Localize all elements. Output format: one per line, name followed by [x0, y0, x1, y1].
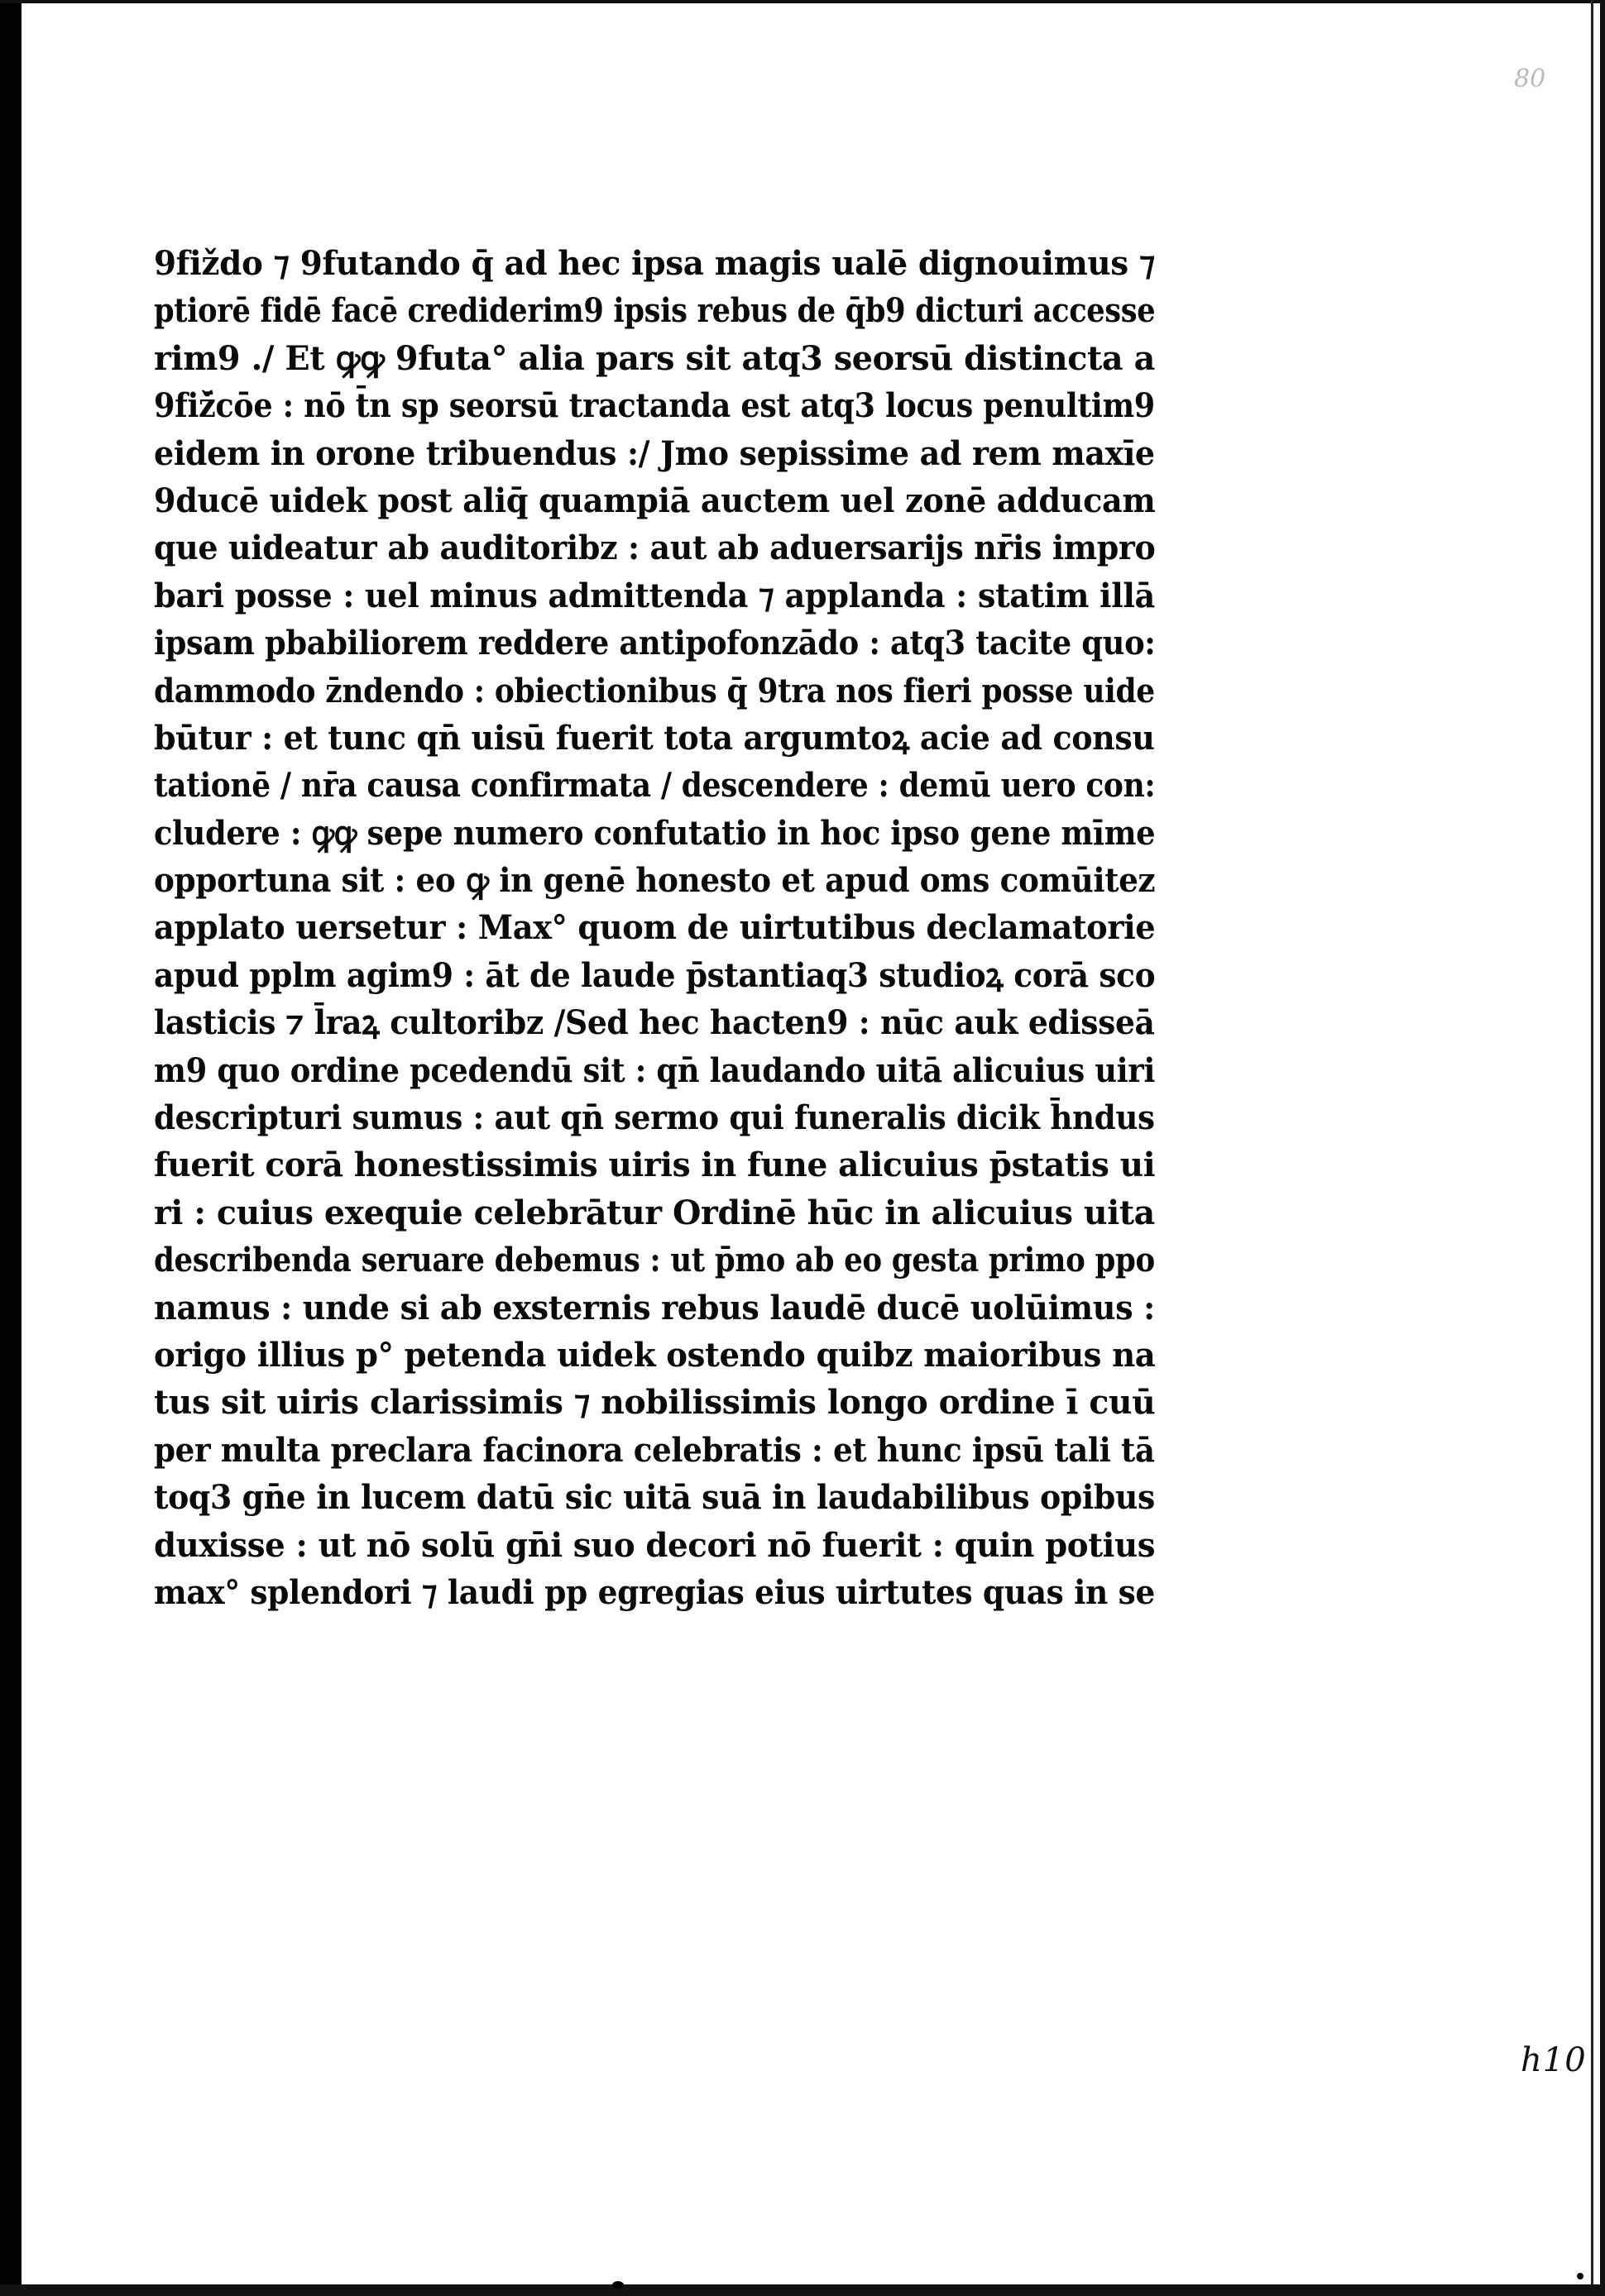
folio-number-top: 80	[1514, 65, 1546, 93]
scan-edge-left	[0, 0, 22, 2296]
text-line: būtur : et tunc qn̄ uisū fuerit tota argumtoꝝ acie ad consu	[154, 718, 1155, 758]
text-line: duxisse : ut nō solū gn̄i suo decori nō fuerit : quin potius	[154, 1525, 1156, 1565]
text-line: eidem in orone tribuendus :/ Jmo sepissime ad rem maxīe	[154, 433, 1155, 473]
text-line: origo illius p° petenda uidek ostendo quibz maioribus na	[154, 1335, 1156, 1375]
text-line: per multa preclara facinora celebratis : et hunc ipsū tali tā	[154, 1430, 1155, 1470]
text-line: ptiorē fidē facē crediderim9 ipsis rebus de q̄b9 dicturi accesse	[154, 291, 1156, 331]
text-line: rim9 ./ Et ꝙꝙ 9futa° alia pars sit atq3 seorsū distincta a	[154, 338, 1156, 378]
text-line: opportuna sit : eo ꝙ in genē honesto et apud oms comūitez	[154, 861, 1156, 901]
text-line: applato uersetur : Max° quom de uirtutibus declamatorie	[154, 908, 1156, 948]
scan-edge-right-inner	[1591, 0, 1593, 2296]
text-line: dammodo z̄ndendo : obiectionibus q̄ 9tra nos fieri posse uide	[154, 671, 1155, 710]
text-line: bari posse : uel minus admittenda ⁊ applanda : statim illā	[154, 576, 1155, 615]
scan-edge-bottom	[0, 2284, 1605, 2296]
text-line: toq3 gn̄e in lucem datū sic uitā suā in laudabilibus opibus	[154, 1478, 1155, 1518]
text-line: que uideatur ab auditoribz : aut ab aduersarijs nr̄is impro	[154, 529, 1156, 568]
scan-edge-top	[0, 0, 1605, 3]
text-block	[154, 240, 1155, 1616]
text-line: lasticis ⁊ l̄raꝝ cultoribz /Sed hec hacten9 : nūc auk edisseā	[154, 1003, 1155, 1043]
scan-edge-right	[1600, 0, 1605, 2296]
text-line: tus sit uiris clarissimis ⁊ nobilissimis longo ordine ī cuū	[154, 1383, 1156, 1423]
ink-speck	[612, 2281, 624, 2289]
text-line: ri : cuius exequie celebrātur Ordinē hūc in alicuius uita	[154, 1193, 1155, 1232]
text-line: namus : unde si ab exsternis rebus laudē ducē uolūimus :	[154, 1288, 1155, 1327]
text-line: apud pplm agim9 : āt de laude p̄stantiaq3 studioꝝ corā sco	[154, 955, 1156, 995]
text-line: describenda seruare debemus : ut p̄mo ab eo gesta primo ppo	[154, 1241, 1155, 1280]
text-line: ipsam pbabiliorem reddere antipofonzādo : atq3 tacite quo:	[154, 624, 1156, 663]
folio-annotation-side: h10	[1521, 2041, 1587, 2079]
text-line: m9 quo ordine pcedendū sit : qn̄ laudando uitā alicuius uiri	[154, 1050, 1155, 1090]
text-line: descripturi sumus : aut qn̄ sermo qui funeralis dicik h̄ndus	[154, 1098, 1155, 1138]
text-line: cludere : ꝙꝙ sepe numero confutatio in hoc ipso gene mīme	[154, 813, 1156, 853]
text-line: tationē / nr̄a causa confirmata / descendere : demū uero con:	[154, 766, 1156, 806]
ink-speck	[1577, 2273, 1583, 2279]
text-line: max° splendori ⁊ laudi pp egregias eius uirtutes quas in se	[154, 1572, 1155, 1612]
text-line: 9ducē uidek post aliq̄ quampiā auctem uel zonē adducam	[154, 481, 1156, 520]
text-line: 9fiždo ⁊ 9futando q̄ ad hec ipsa magis ualē dignouimus ⁊	[154, 244, 1155, 283]
text-line: 9fiž̄cōe : nō t̄n sp seorsū tractanda est atq3 locus penultim9	[154, 386, 1155, 426]
text-line: fuerit corā honestissimis uiris in fune alicuius p̄statis ui	[154, 1146, 1156, 1185]
